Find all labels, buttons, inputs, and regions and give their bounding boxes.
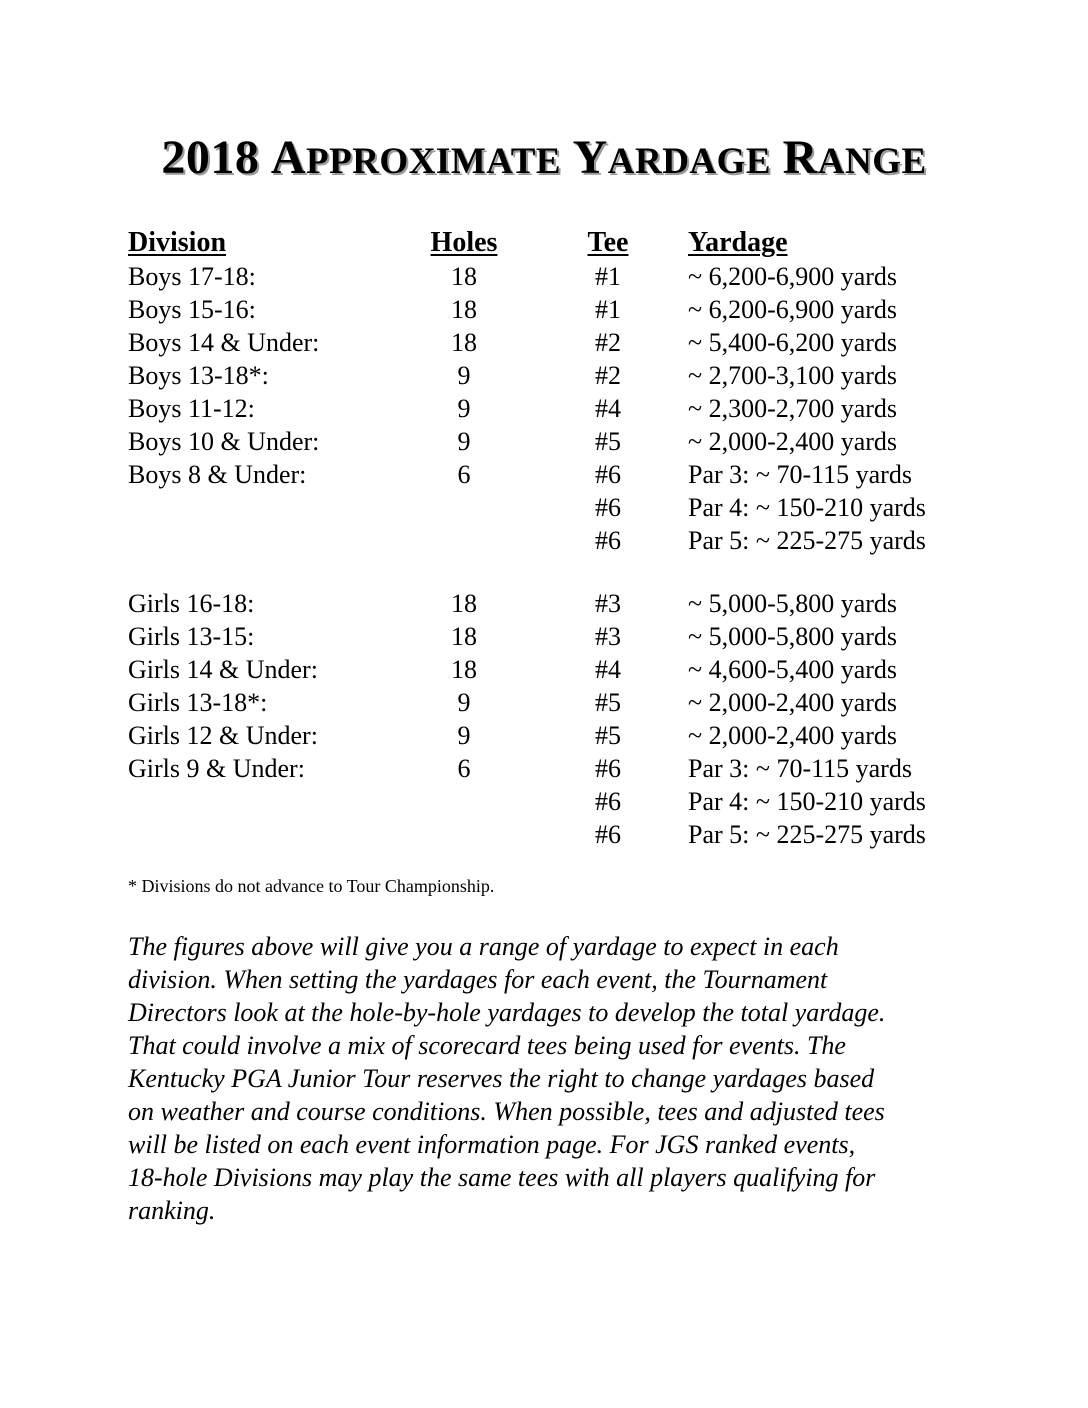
tee-cell: #1 — [595, 262, 621, 291]
table-row — [0, 359, 1088, 392]
paragraph-line: Kentucky PGA Junior Tour reserves the right to change yardages based — [128, 1064, 875, 1093]
table-row — [0, 293, 1088, 326]
paragraph-line: ranking. — [128, 1196, 216, 1225]
tee-cell: #5 — [595, 688, 621, 717]
holes-cell: 6 — [457, 754, 471, 783]
yardage-cell: ~ 5,000-5,800 yards — [688, 622, 898, 651]
holes-cell: 18 — [451, 295, 477, 324]
division-cell: Boys 11-12: — [128, 394, 255, 423]
title-word-1-initial: A — [270, 131, 306, 184]
paragraph-line: division. When setting the yardages for each event, the Tournament — [128, 965, 828, 994]
tee-cell: #3 — [595, 589, 621, 618]
tee-cell: #6 — [595, 787, 621, 816]
holes-cell: 9 — [457, 427, 471, 456]
paragraph-line: on weather and course conditions. When possible, tees and adjusted tees — [128, 1097, 885, 1126]
table-row — [0, 458, 1088, 491]
paragraph-line: Directors look at the hole-by-hole yardages to develop the total yardage. — [128, 998, 886, 1027]
tee-cell: #6 — [595, 460, 621, 489]
division-cell: Girls 13-18*: — [128, 688, 268, 717]
division-cell: Girls 16-18: — [128, 589, 255, 618]
table-row — [0, 785, 1088, 818]
yardage-cell: ~ 2,000-2,400 yards — [688, 427, 898, 456]
table-row — [0, 425, 1088, 458]
yardage-cell: ~ 2,300-2,700 yards — [688, 394, 898, 423]
tee-cell: #2 — [595, 361, 621, 390]
table-row — [0, 524, 1088, 557]
yardage-cell: ~ 2,000-2,400 yards — [688, 721, 898, 750]
yardage-cell: Par 5: ~ 225-275 yards — [688, 526, 926, 555]
tee-cell: #6 — [595, 526, 621, 555]
explanation-paragraph — [128, 930, 988, 1227]
tee-cell: #4 — [595, 655, 621, 684]
yardage-cell: Par 5: ~ 225-275 yards — [688, 820, 926, 849]
division-cell: Boys 8 & Under: — [128, 460, 307, 489]
title-word-3-rest: ANGE — [817, 141, 927, 182]
yardage-cell: ~ 5,400-6,200 yards — [688, 328, 898, 357]
paragraph-line: That could involve a mix of scorecard tees being used for events. The — [128, 1031, 846, 1060]
yardage-cell: ~ 2,000-2,400 yards — [688, 688, 898, 717]
holes-cell: 18 — [451, 589, 477, 618]
table-header — [0, 226, 1088, 259]
holes-cell: 9 — [457, 361, 471, 390]
table-row — [0, 326, 1088, 359]
holes-cell: 9 — [457, 721, 471, 750]
holes-cell: 18 — [451, 328, 477, 357]
footnote: * Divisions do not advance to Tour Championship. — [128, 876, 495, 896]
table-row — [0, 686, 1088, 719]
holes-cell: 18 — [451, 262, 477, 291]
tee-cell: #5 — [595, 427, 621, 456]
tee-cell: #6 — [595, 820, 621, 849]
holes-cell: 9 — [457, 394, 471, 423]
table-row — [0, 260, 1088, 293]
division-cell: Boys 17-18: — [128, 262, 256, 291]
yardage-cell: ~ 5,000-5,800 yards — [688, 589, 898, 618]
title-word-1-rest: PPROXIMATE — [306, 141, 562, 182]
table-row — [0, 587, 1088, 620]
division-cell: Girls 14 & Under: — [128, 655, 318, 684]
tee-cell: #1 — [595, 295, 621, 324]
table-row — [0, 752, 1088, 785]
header-holes: Holes — [430, 227, 498, 258]
division-cell: Boys 13-18*: — [128, 361, 269, 390]
tee-cell: #3 — [595, 622, 621, 651]
holes-cell: 6 — [457, 460, 471, 489]
tee-cell: #4 — [595, 394, 621, 423]
title-word-2-initial: Y — [572, 131, 608, 184]
tee-cell: #6 — [595, 493, 621, 522]
yardage-cell: Par 3: ~ 70-115 yards — [688, 460, 912, 489]
title-word-3-initial: R — [782, 131, 818, 184]
tee-cell: #5 — [595, 721, 621, 750]
holes-cell: 9 — [457, 688, 471, 717]
tee-cell: #6 — [595, 754, 621, 783]
yardage-cell: ~ 6,200-6,900 yards — [688, 262, 898, 291]
division-cell: Boys 15-16: — [128, 295, 256, 324]
division-cell: Girls 9 & Under: — [128, 754, 305, 783]
page-title — [0, 128, 1088, 192]
yardage-cell: Par 3: ~ 70-115 yards — [688, 754, 912, 783]
table-row — [0, 620, 1088, 653]
header-tee: Tee — [587, 227, 629, 258]
tee-cell: #2 — [595, 328, 621, 357]
yardage-cell: ~ 6,200-6,900 yards — [688, 295, 898, 324]
holes-cell: 18 — [451, 655, 477, 684]
division-cell: Boys 10 & Under: — [128, 427, 320, 456]
paragraph-line: The figures above will give you a range of yardage to expect in each — [128, 932, 839, 961]
yardage-cell: Par 4: ~ 150-210 yards — [688, 787, 926, 816]
table-row — [0, 653, 1088, 686]
table-row — [0, 491, 1088, 524]
yardage-cell: ~ 4,600-5,400 yards — [688, 655, 898, 684]
yardage-cell: Par 4: ~ 150-210 yards — [688, 493, 926, 522]
table-row — [0, 392, 1088, 425]
table-row — [0, 818, 1088, 851]
table-row — [0, 719, 1088, 752]
holes-cell: 18 — [451, 622, 477, 651]
title-year: 2018 — [161, 131, 260, 184]
division-cell: Boys 14 & Under: — [128, 328, 320, 357]
header-division: Division — [128, 227, 227, 258]
division-cell: Girls 12 & Under: — [128, 721, 318, 750]
header-yardage: Yardage — [688, 227, 788, 258]
title-word-2-rest: ARDAGE — [607, 141, 772, 182]
paragraph-line: will be listed on each event information page. For JGS ranked events, — [128, 1130, 856, 1159]
yardage-cell: ~ 2,700-3,100 yards — [688, 361, 898, 390]
paragraph-line: 18-hole Divisions may play the same tees with all players qualifying for — [128, 1163, 876, 1192]
division-cell: Girls 13-15: — [128, 622, 255, 651]
